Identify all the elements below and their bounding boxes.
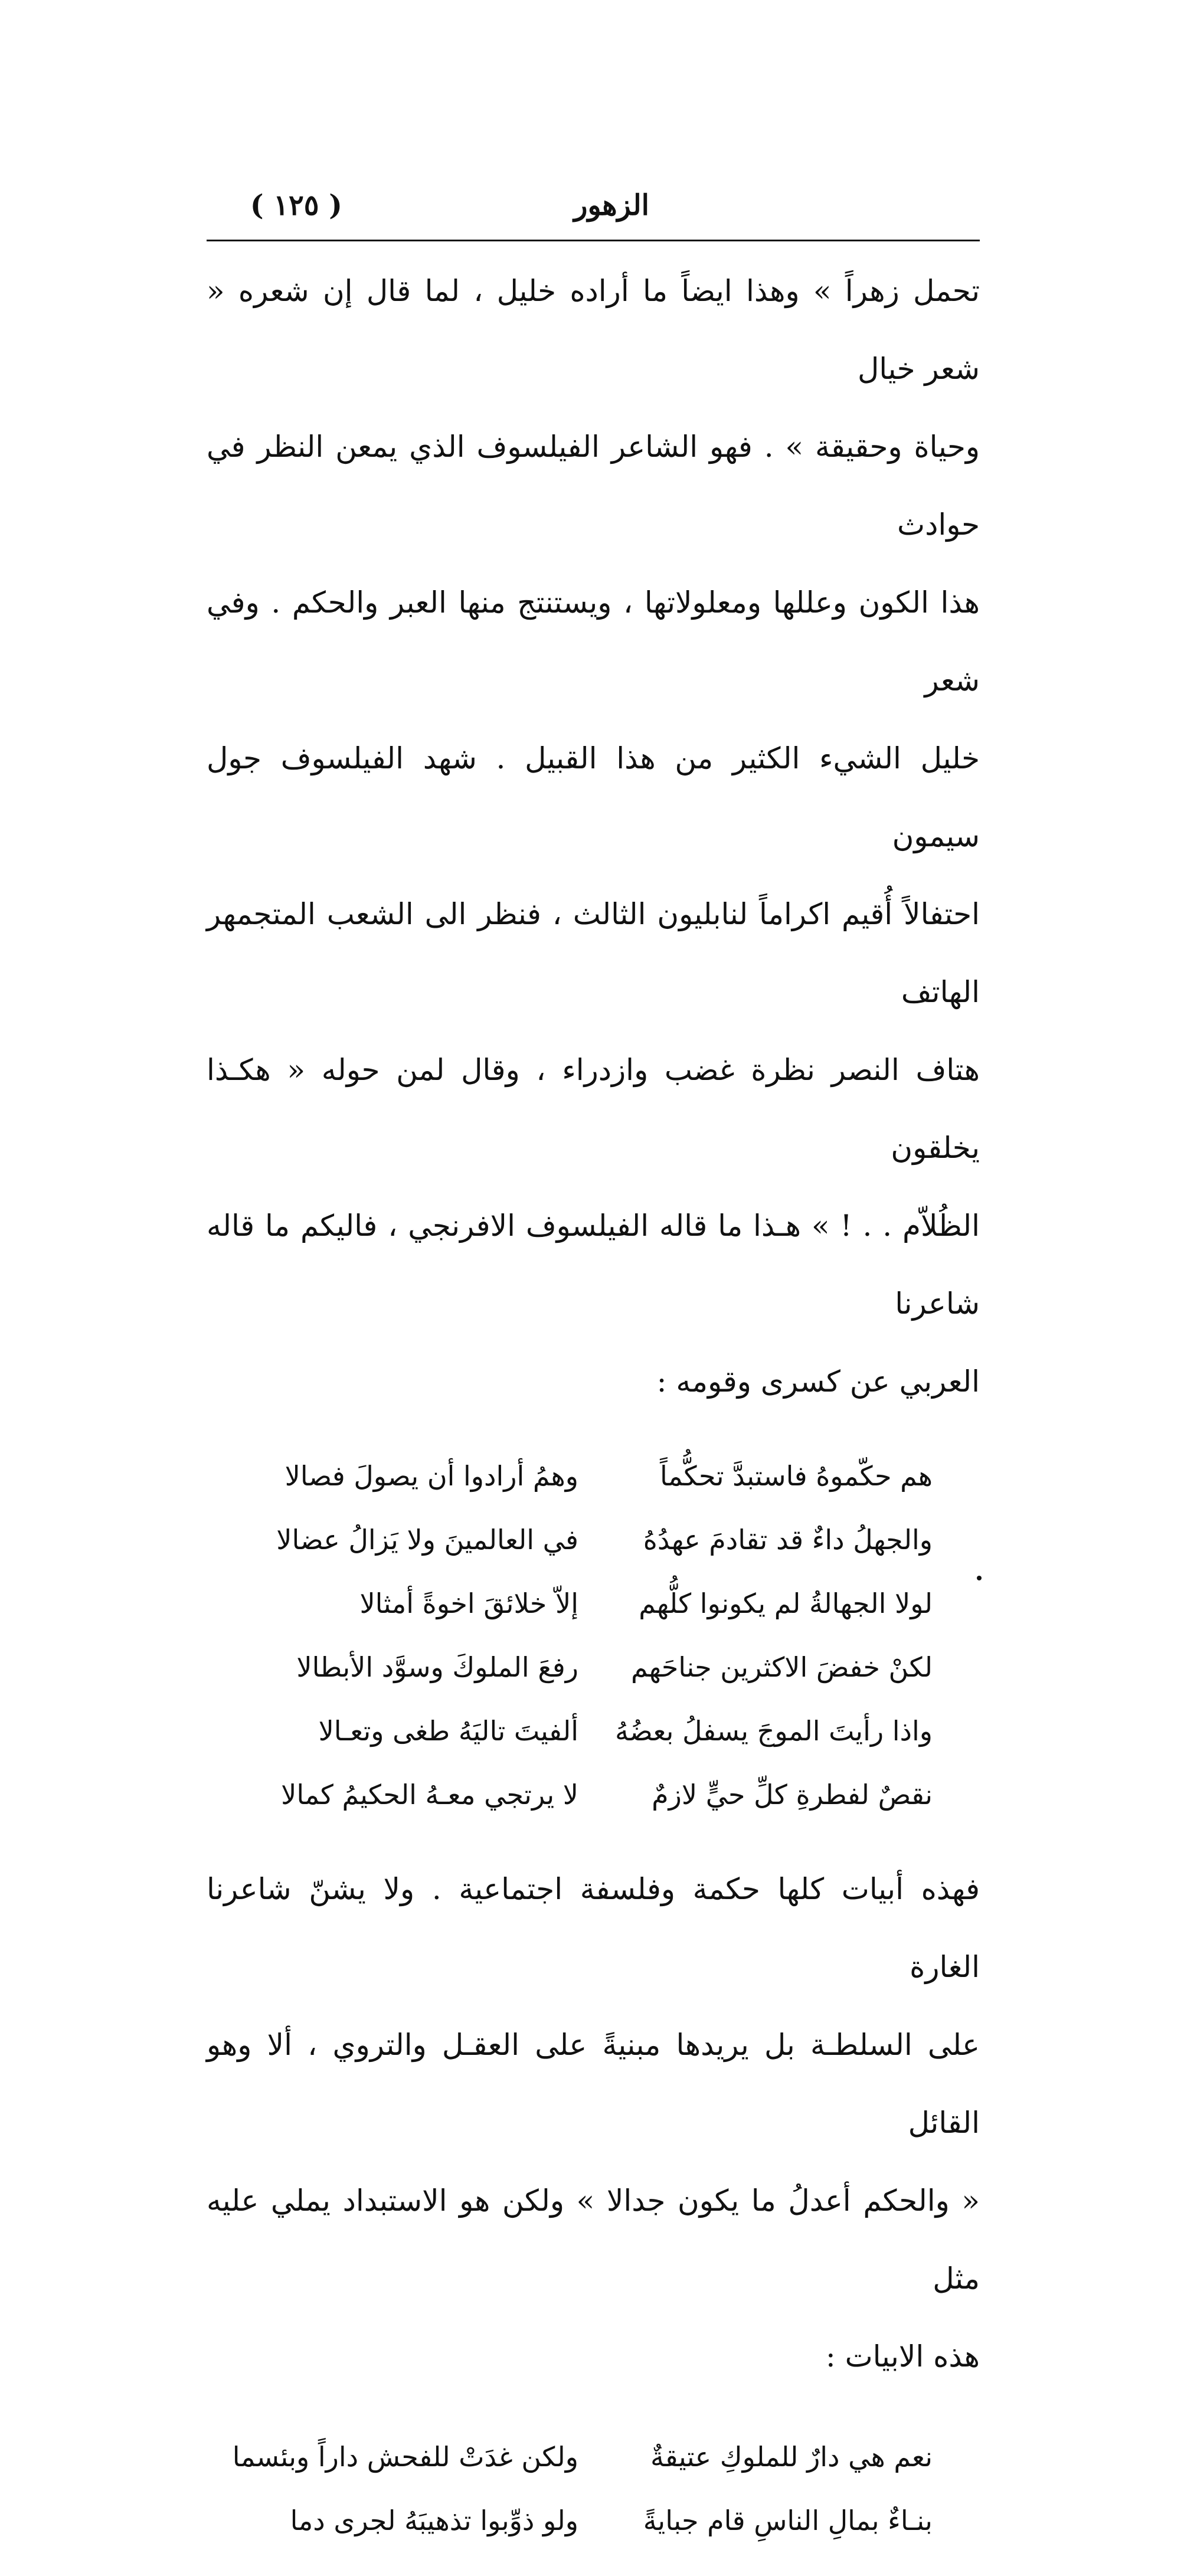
text-line: العربي عن كسرى وقومه : — [656, 1364, 980, 1399]
verse-second-hemistich: في العالمينَ ولا يَزالُ عضالا — [276, 1524, 578, 1556]
verse-first-hemistich: واذا رأيتَ الموجَ يسفلُ بعضُهُ — [614, 1715, 933, 1747]
book-page — [207, 177, 980, 2576]
running-title: الزهور — [574, 189, 649, 222]
text-line: الظُلاّم . . ! » هـذا ما قاله الفيلسوف الافرنجي ، فاليكم ما قاله شاعرنا — [207, 1209, 980, 1321]
verse-first-hemistich: والجهلُ داءٌ قد تقادمَ عهدُهُ — [643, 1524, 933, 1556]
verse-second-hemistich: ولو ذوِّبوا تذهيبَهُ لجرى دما — [290, 2505, 578, 2536]
verse-line — [207, 2489, 933, 2552]
text-line: فهذه أبيات كلها حكمة وفلسفة اجتماعية . ولا يشنّ شاعرنا الغارة — [207, 1872, 980, 1984]
text-line: هذه الابيات : — [825, 2339, 980, 2374]
stray-mark — [977, 1576, 982, 1580]
verse-second-hemistich: ولكن غدَتْ للفحش داراً وبئسما — [232, 2441, 578, 2473]
text-line: وحياة وحقيقة » . فهو الشاعر الفيلسوف الذي يمعن النظر في حوادث — [207, 430, 980, 542]
text-line: خليل الشيء الكثير من هذا القبيل . شهد الفيلسوف جول سيمون — [207, 741, 980, 853]
verse-line — [207, 1572, 933, 1635]
verse-first-hemistich: نعم هي دارٌ للملوكِ عتيقةٌ — [650, 2441, 933, 2473]
header-rule — [207, 240, 980, 241]
paragraph-2 — [207, 1850, 980, 2395]
text-line: هتاف النصر نظرة غضب وازدراء ، وقال لمن حوله « هكـذا يخلقون — [207, 1053, 980, 1165]
verse-line — [207, 1444, 933, 1508]
verse-second-hemistich: ألفيتَ تاليَهُ طغى وتعـالا — [318, 1715, 578, 1747]
verse-second-hemistich: لا يرتجي معـهُ الحكيمُ كمالا — [281, 1779, 578, 1811]
text-line: على السلطـة بل يريدها مبنيةً على العقـل والتروي ، ألا وهو القائل — [207, 2028, 980, 2140]
text-line: هذا الكون وعللها ومعلولاتها ، ويستنتج منها العبر والحكم . وفي شعر — [207, 585, 980, 698]
verse-first-hemistich: لولا الجهالةُ لم يكونوا كلُّهم — [639, 1588, 933, 1619]
text-line: « والحكم أعدلُ ما يكون جدالا » ولكن هو الاستبداد يملي عليه مثل — [207, 2184, 980, 2296]
verse-line — [207, 1763, 933, 1827]
page-number: ( ١٢٥ ) — [250, 189, 342, 222]
verse-line — [207, 1699, 933, 1763]
text-line: تحمل زهراً » وهذا ايضاً ما أراده خليل ، لما قال إن شعره « شعر خيال — [207, 274, 980, 386]
verse-second-hemistich: وهمُ أرادوا أن يصولَ فصالا — [284, 1460, 578, 1492]
poem-2 — [207, 2425, 980, 2552]
verse-line — [207, 1635, 933, 1699]
page-header — [207, 177, 980, 236]
verse-first-hemistich: لكنْ خفضَ الاكثرين جناحَهم — [631, 1651, 933, 1683]
poem-1 — [207, 1444, 980, 1827]
paragraph-1 — [207, 252, 980, 1420]
verse-first-hemistich: نقصٌ لفطرةِ كلِّ حيٍّ لازمٌ — [652, 1779, 933, 1811]
verse-line — [207, 2425, 933, 2489]
verse-second-hemistich: إلاّ خلائقَ اخوةً أمثالا — [359, 1588, 578, 1619]
text-line: احتفالاً أُقيم اكراماً لنابليون الثالث ، فنظر الى الشعب المتجمهر الهاتف — [207, 897, 980, 1009]
verse-first-hemistich: هم حكّموهُ فاستبدَّ تحكُّماً — [660, 1460, 933, 1492]
verse-first-hemistich: بنـاءٌ بمالِ الناسِ قام جبايةً — [643, 2505, 933, 2536]
verse-line — [207, 1508, 933, 1572]
verse-second-hemistich: رفعَ الملوكَ وسوَّد الأبطالا — [296, 1651, 578, 1683]
